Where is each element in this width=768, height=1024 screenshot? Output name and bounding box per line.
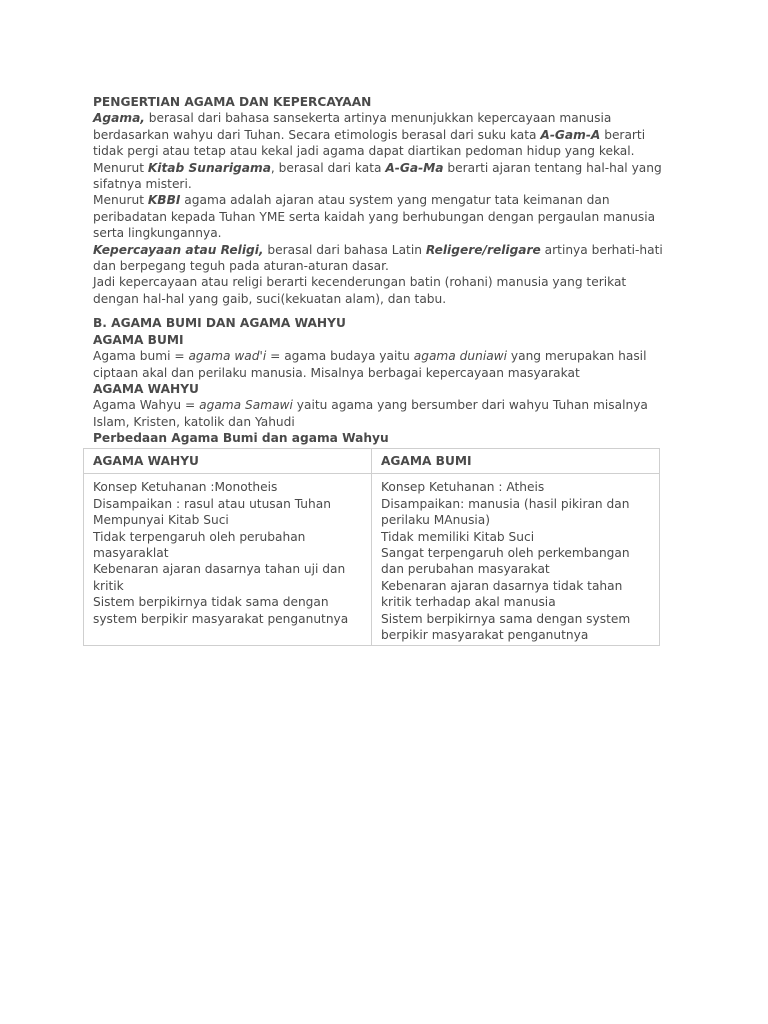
term-agama: Agama, xyxy=(93,111,145,126)
section-a-title: PENGERTIAN AGAMA DAN KEPERCAYAAN xyxy=(93,95,372,109)
text: berasal dari bahasa sansekerta artinya menunjukkan kepercayaan manusia berdasarkan wahyu dari Tuhan. Secara etimologis berasal dari suku kata xyxy=(93,111,612,142)
text: , berasal dari kata xyxy=(270,160,386,175)
header-agama-bumi: AGAMA BUMI xyxy=(372,449,660,474)
table-header-row xyxy=(84,449,660,474)
comparison-table xyxy=(83,448,660,646)
list-item: Mempunyai Kitab Suci xyxy=(93,513,229,528)
term-kitab-sunarigama: Kitab Sunarigama xyxy=(147,160,271,175)
text: Menurut xyxy=(93,193,148,208)
list-item: Konsep Ketuhanan :Monotheis xyxy=(93,480,278,495)
paragraph-agama-bumi xyxy=(93,348,669,381)
list-item: Sistem berpikirnya sama dengan system berpikir masyarakat penganutnya xyxy=(381,611,631,643)
list-item: Disampaikan: manusia (hasil pikiran dan perilaku MAnusia) xyxy=(381,496,630,528)
paragraph-conclusion: Jadi kepercayaan atau religi berarti kecenderungan batin (rohani) manusia yang terikat dengan hal-hal yang gaib, suci(kekuatan alam), dan tabu. xyxy=(93,275,627,306)
table-caption: Perbedaan Agama Bumi dan agama Wahyu xyxy=(93,431,389,446)
term-a-ga-ma: A-Ga-Ma xyxy=(385,160,444,175)
cell-agama-wahyu xyxy=(84,474,372,646)
paragraph-kbbi xyxy=(93,192,669,241)
term-agama-duniawi: agama duniawi xyxy=(413,349,508,364)
text: berarti ajaran tentang hal-hal yang sifatnya misteri. xyxy=(93,160,662,192)
term-kepercayaan: Kepercayaan atau Religi, xyxy=(93,242,264,257)
term-religere: Religere/religare xyxy=(425,242,541,257)
list-item: Tidak memiliki Kitab Suci xyxy=(381,529,535,544)
header-agama-wahyu: AGAMA WAHYU xyxy=(84,449,372,474)
text: Menurut xyxy=(93,160,148,175)
document-body xyxy=(93,94,669,447)
table-row xyxy=(84,474,660,646)
list-item: Tidak terpengaruh oleh perubahan masyaraklat xyxy=(93,529,306,561)
term-a-gam-a: A-Gam-A xyxy=(540,127,601,142)
list-item: Sistem berpikirnya tidak sama dengan system berpikir masyarakat penganutnya xyxy=(93,595,349,626)
paragraph-sunarigama xyxy=(93,160,669,193)
list-item: Kebenaran ajaran dasarnya tidak tahan kritik terhadap akal manusia xyxy=(381,578,623,610)
text: = agama budaya yaitu xyxy=(266,349,414,364)
section-b-title: B. AGAMA BUMI DAN AGAMA WAHYU xyxy=(93,316,346,331)
text: berarti tidak pergi atau tetap atau kekal jadi agama dapat diartikan pedoman hidup yang kekal. xyxy=(93,127,646,159)
paragraph-agama-wahyu xyxy=(93,397,669,430)
text: agama adalah ajaran atau system yang mengatur tata keimanan dan peribadatan kepada Tuhan YME serta kaidah yang berhubungan dengan pergaulan manusia serta lingkungannya. xyxy=(93,193,656,241)
list-item: Kebenaran ajaran dasarnya tahan uji dan kritik xyxy=(93,562,346,593)
list-item: Konsep Ketuhanan : Atheis xyxy=(381,480,545,495)
heading-agama-wahyu: AGAMA WAHYU xyxy=(93,381,199,396)
term-kbbi: KBBI xyxy=(147,193,181,208)
text: Agama bumi = xyxy=(93,349,189,364)
list-item: Disampaikan : rasul atau utusan Tuhan xyxy=(93,496,331,511)
text: Agama Wahyu = xyxy=(93,398,200,413)
text: berasal dari bahasa Latin xyxy=(263,242,426,257)
text: yaitu agama yang bersumber dari wahyu Tuhan misalnya Islam, Kristen, katolik dan Yahudi xyxy=(93,398,648,429)
text: yang merupakan hasil ciptaan akal dan perilaku manusia. Misalnya berbagai kepercayaan masyarakat xyxy=(93,349,647,380)
paragraph-agama xyxy=(93,110,669,159)
heading-agama-bumi: AGAMA BUMI xyxy=(93,332,184,347)
text: artinya berhati-hati dan berpegang teguh pada aturan-aturan dasar. xyxy=(93,242,663,274)
term-agama-wadi: agama wad'i xyxy=(188,349,267,364)
cell-agama-bumi xyxy=(372,474,660,646)
term-agama-samawi: agama Samawi xyxy=(199,398,293,413)
list-item: Sangat terpengaruh oleh perkembangan dan perubahan masyarakat xyxy=(381,546,630,577)
paragraph-religi xyxy=(93,242,669,275)
